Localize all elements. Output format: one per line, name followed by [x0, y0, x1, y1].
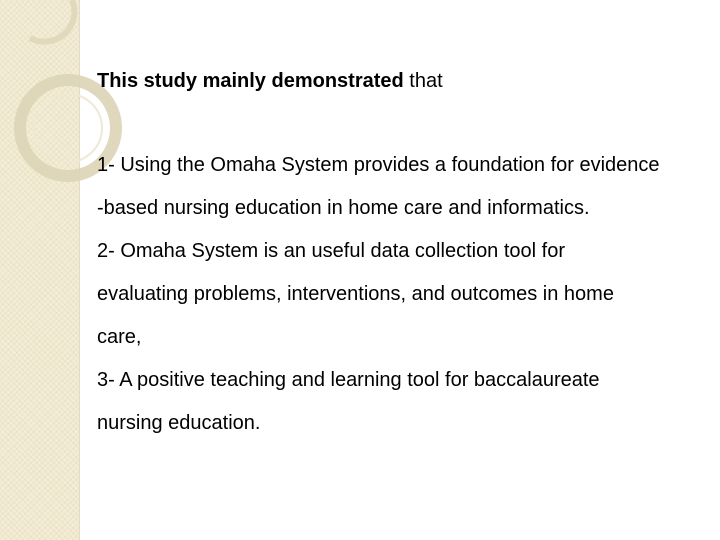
intro-bold-text: This study mainly demonstrated [97, 70, 404, 92]
slide-content [97, 64, 717, 445]
finding-item-2 [97, 230, 717, 359]
finding-item-1 [97, 144, 717, 230]
finding-1-line-2: -based nursing education in home care and informatics. [97, 197, 590, 219]
intro-sentence [97, 64, 717, 98]
finding-2-line-3: care, [97, 326, 142, 348]
finding-item-3 [97, 359, 717, 445]
finding-1-line-1: 1- Using the Omaha System provides a foundation for evidence [97, 154, 660, 176]
intro-rest-text: that [403, 70, 443, 92]
finding-2-line-2: evaluating problems, interventions, and outcomes in home [97, 283, 614, 305]
finding-3-line-1: 3- A positive teaching and learning tool for baccalaureate [97, 369, 600, 391]
finding-3-line-2: nursing education. [97, 412, 261, 434]
decorative-side-strip [0, 0, 80, 540]
finding-2-line-1: 2- Omaha System is an useful data collection tool for [97, 240, 566, 262]
